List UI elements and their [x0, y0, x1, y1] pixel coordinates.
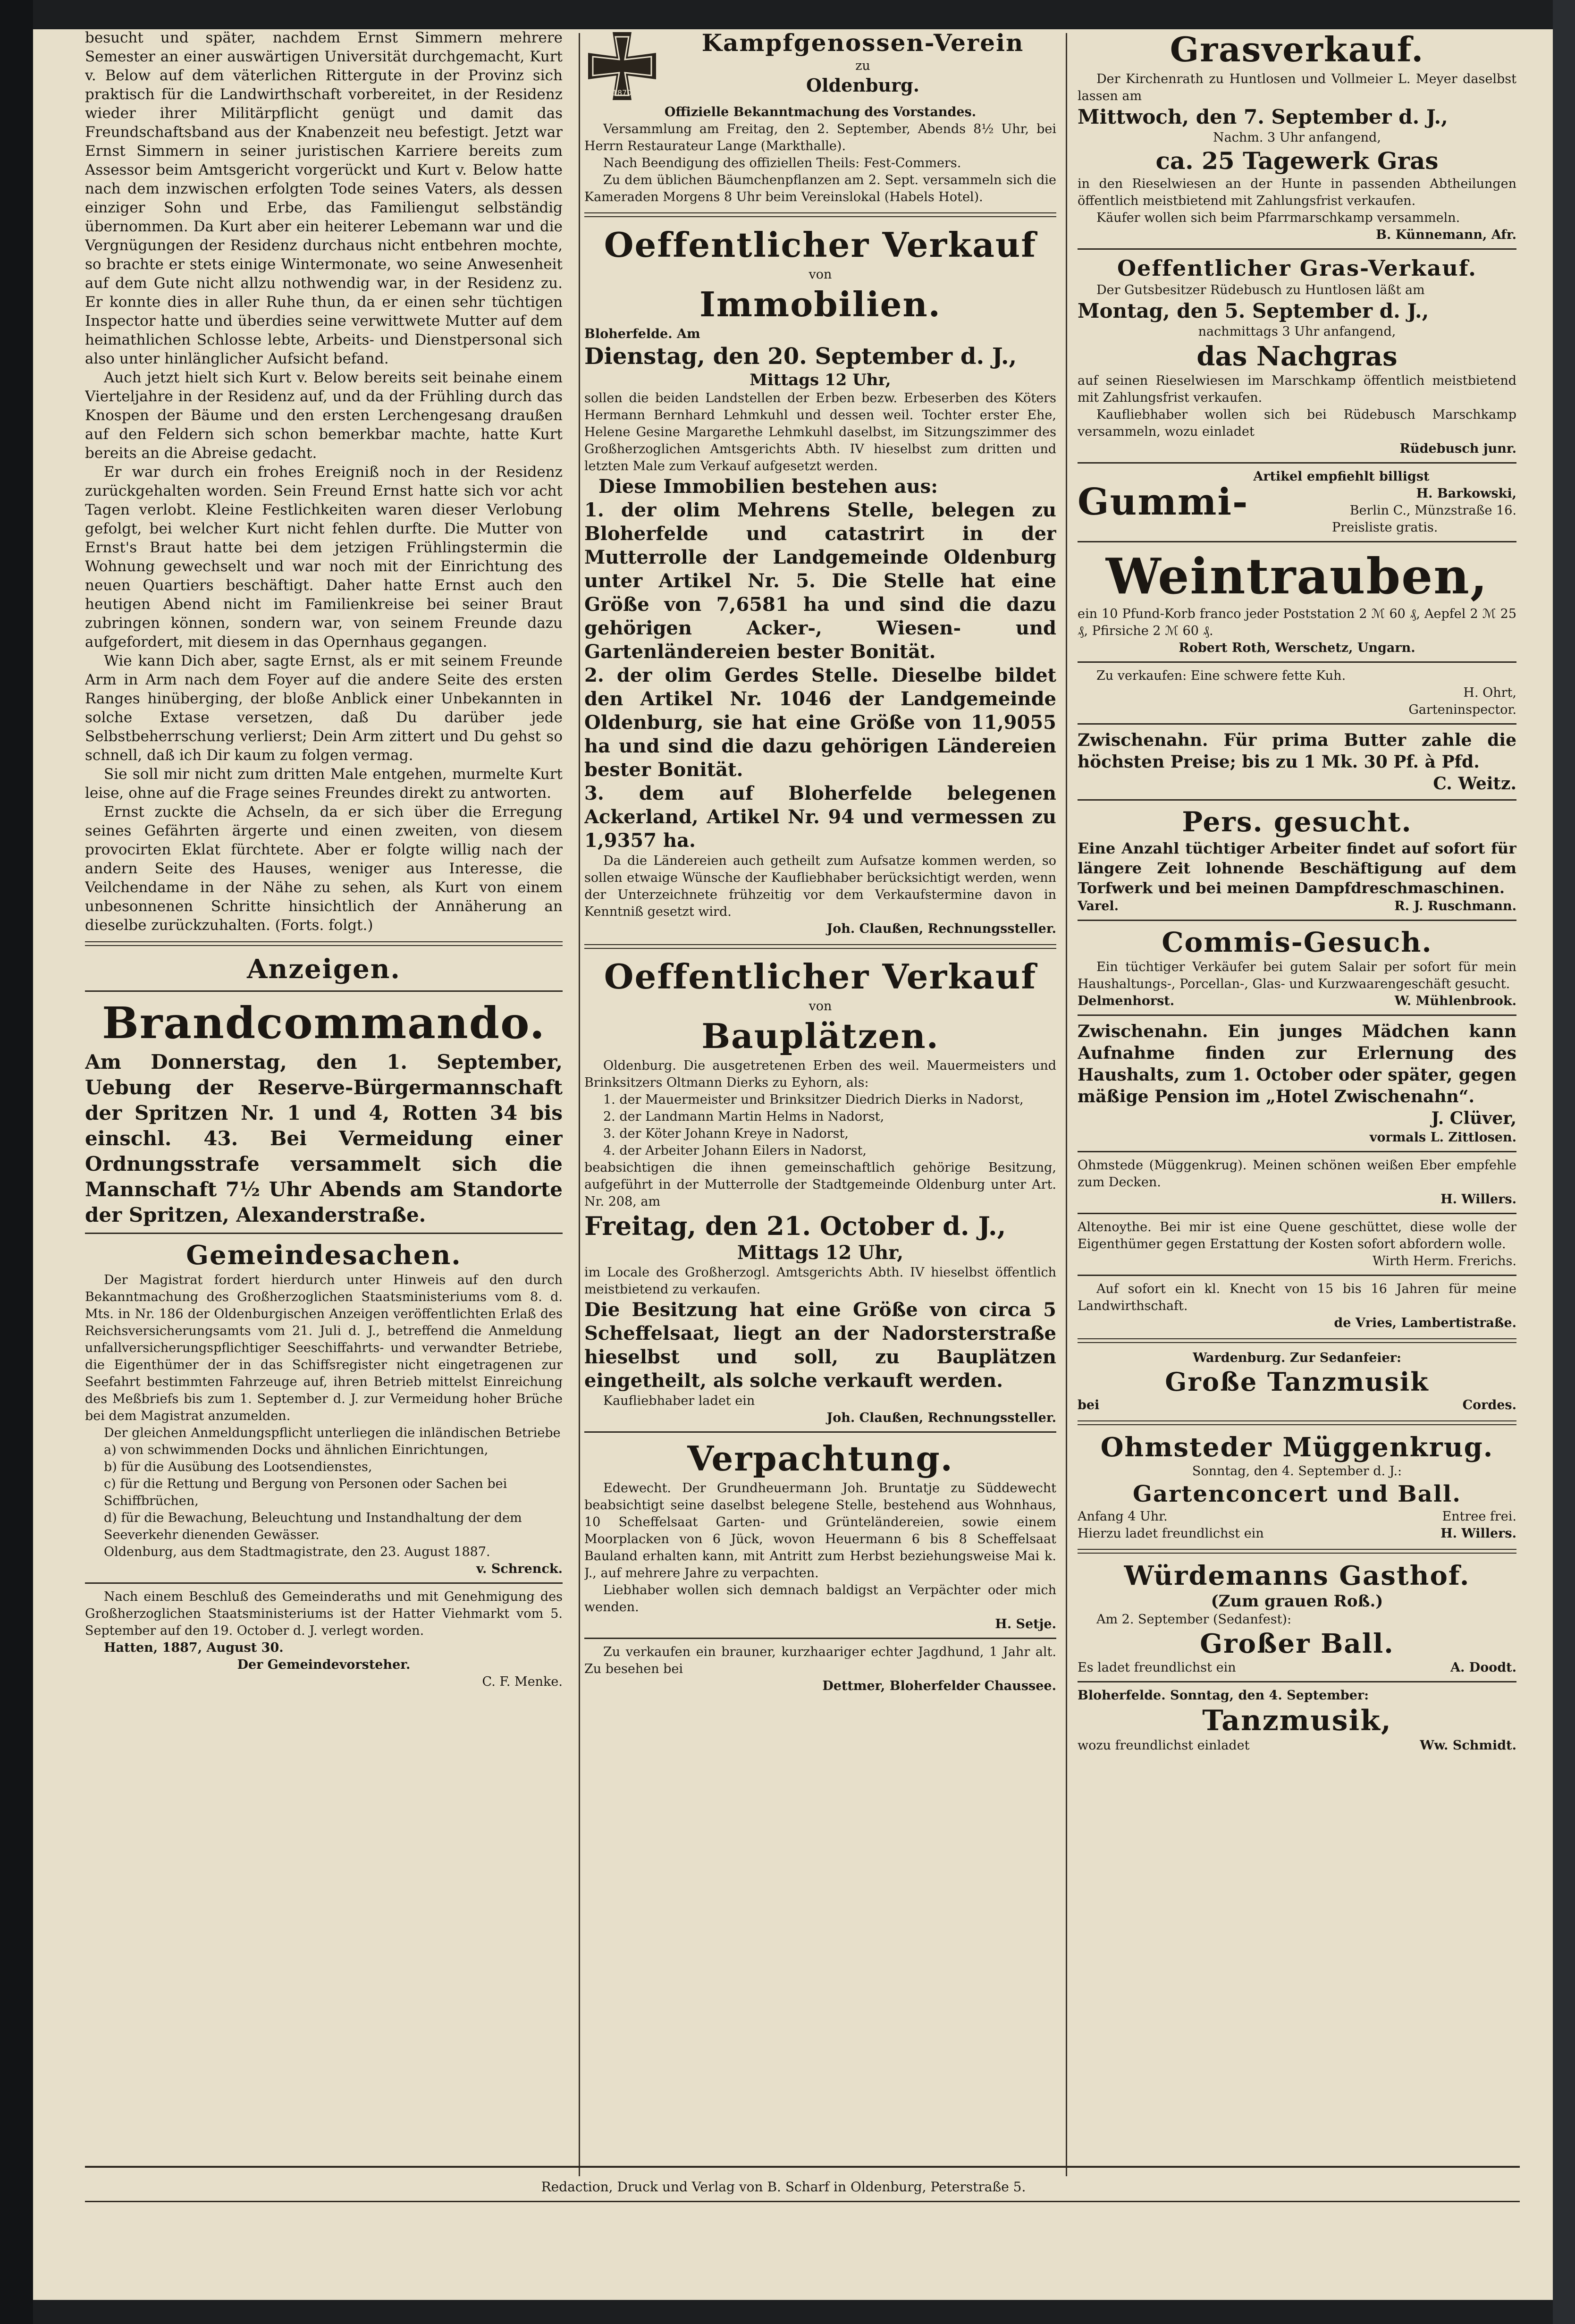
story-paragraph: Ernst zuckte die Achseln, da er sich über die Erregung seines Gefährten ärgerte und einen zweiten, von diesem provocirten Eklat fürchtete. Aber er folgte willig nach der andern Seite des Hauses, weniger aus Interesse, die Veilchendame in der Nähe zu sehen, als Kurt von einem unbesonnenen Schritte hinsichtlich der Annäherung an dieselbe zurückzuhalten. (Forts. folgt.) [85, 803, 563, 934]
ad-time: nachmittags 3 Uhr anfangend, [1198, 324, 1396, 339]
column-2 [584, 28, 1056, 2162]
ad-date: Freitag, den 21. October d. J., [584, 1211, 1006, 1241]
ad-title: Pers. gesucht. [1182, 806, 1412, 838]
ad-event: Gartenconcert und Ball. [1133, 1481, 1461, 1507]
ad-date: Montag, den 5. September d. J., [1078, 299, 1429, 322]
signature-name: Cordes. [1462, 1398, 1516, 1412]
signature-place: Hatten, 1887, August 30. [104, 1640, 284, 1655]
column-3 [1078, 28, 1516, 2162]
ad-subline: zu [855, 59, 870, 73]
ad-highlight: Die Besitzung hat eine Größe von circa 5 Scheffelsaat, liegt an der Nadorsterstraße hieselbst und soll, zu Bauplätzen eingetheilt, als solche verkauft werden. [584, 1299, 1056, 1392]
divider [1078, 661, 1516, 663]
ad-title: Oeffentlicher Gras-Verkauf. [1117, 255, 1477, 281]
ad-object: Immobilien. [699, 284, 941, 324]
signature-name: B. Künnemann, Afr. [1376, 228, 1516, 242]
divider [1078, 1275, 1516, 1276]
ad-text: Nach Beendigung des offiziellen Theils: Fest-Commers. [603, 156, 961, 170]
ad-text: wozu freundlichst einladet [1078, 1738, 1250, 1753]
column-1 [85, 28, 563, 2162]
ad-title: Brandcommando. [102, 997, 546, 1048]
ad-gemeindesachen [85, 1239, 563, 1578]
signature-name: Ww. Schmidt. [1420, 1738, 1516, 1753]
ad-signature-row [1078, 1737, 1516, 1754]
list-item: b) für die Ausübung des Lootsendienstes, [104, 1460, 372, 1474]
ad-text: Käufer wollen sich beim Pfarrmarschkamp versammeln. [1096, 211, 1460, 225]
signature-name: R. J. Ruschmann. [1394, 899, 1516, 913]
ad-wuerdemann [1078, 1560, 1516, 1676]
ad-text: in den Rieselwiesen an der Hunte in passenden Abtheilungen öffentlich meistbietend mit Zahlungsfrist verkaufen. [1078, 177, 1516, 208]
ad-address: Berlin C., Münzstraße 16. [1349, 503, 1516, 518]
story-paragraph: Er war durch ein frohes Ereigniß noch in der Residenz zurückgehalten worden. Sein Freund Ernst hatte sich vor acht Tagen verlobt. Kleine Festlichkeiten waren dieser Verlobung gefolgt, bei welcher Kurt nicht fehlen durfte. Die Mutter von Ernst's Braut hatte bei dem jetzigen Frühlingstermin die Wohnung gewechselt und war noch mit der Einrichtung des neuen Quartiers beschäftigt. Daher hatte Ernst auch den heutigen Abend nicht im Familienkreise bei seiner Braut zubringen können, sondern war, von seinem Freunde dazu aufgefordert, mit diesem in das Opernhaus gegangen. [85, 464, 563, 651]
ad-viehmarkt [85, 1589, 563, 1690]
list-item: 1. der olim Mehrens Stelle, belegen zu Bloherfelde und catastrirt in der Mutterrolle der Landgemeinde Oldenburg unter Artikel Nr. 5. Die Stelle hat eine Größe von 7,6581 ha und sind die dazu gehörigen Acker-, Wiesen- und Gartenländereien bester Bonität. [584, 499, 1056, 663]
ad-date: Dienstag, den 20. September d. J., [584, 343, 1017, 370]
ad-verkauf-immobilien [584, 224, 1056, 938]
ad-gummi [1078, 468, 1516, 536]
list-item: d) für die Bewachung, Beleuchtung und Instandhaltung der dem Seeverkehr dienenden Gewässer. [104, 1511, 522, 1542]
signature-name: H. Barkowski, [1416, 486, 1516, 501]
signature-name: H. Ohrt, [1463, 685, 1516, 700]
ad-heading: Wardenburg. Zur Sedanfeier: [1193, 1351, 1401, 1365]
ad-signature-row [1078, 898, 1516, 915]
ad-kampfgenossen [584, 28, 1056, 206]
signature-name: Rüdebusch junr. [1399, 441, 1516, 456]
list-item: 4. der Arbeiter Johann Eilers in Nadorst, [603, 1143, 867, 1158]
ad-text: im Locale des Großherzogl. Amtsgerichts Abth. IV hieselbst öffentlich meistbietend zu verkaufen. [584, 1265, 1056, 1297]
ad-text: Anfang 4 Uhr. [1078, 1509, 1168, 1524]
ad-date: Mittwoch, den 7. September d. J., [1078, 105, 1448, 128]
ad-title: Große Tanzmusik [1165, 1367, 1429, 1397]
divider [584, 1638, 1056, 1639]
list-item: c) für die Rettung und Bergung von Personen oder Sachen bei Schiffbrüchen, [104, 1477, 507, 1508]
signature-name: W. Mühlenbrook. [1394, 994, 1516, 1008]
ad-verpachtung [584, 1437, 1056, 1633]
ad-zwischenahn-maedchen [1078, 1021, 1516, 1146]
ad-altenoythe [1078, 1219, 1516, 1270]
ad-subline: von [809, 999, 832, 1014]
ad-text: Eine Anzahl tüchtiger Arbeiter findet auf sofort für längere Zeit lohnende Beschäftigung auf dem Torfwerk und bei meinen Dampfdreschmaschinen. [1078, 839, 1516, 897]
ad-text: Zu dem üblichen Bäumchenpflanzen am 2. Sept. versammeln sich die Kameraden Morgens 8 Uhr beim Vereinslokal (Habels Hotel). [584, 173, 1056, 204]
ad-title: Kampfgenossen-Verein [701, 29, 1024, 57]
ad-time: Nachm. 3 Uhr anfangend, [1213, 130, 1381, 145]
signature-name: Robert Roth, Werschetz, Ungarn. [1179, 641, 1415, 655]
ad-wardenburg [1078, 1350, 1516, 1414]
section-heading-anzeigen: Anzeigen. [247, 954, 401, 985]
ad-title: Gummi- [1078, 481, 1249, 524]
ad-grasverkauf [1078, 28, 1516, 244]
ad-signature-row [1078, 993, 1516, 1010]
signature-name: H. Willers. [1440, 1192, 1516, 1207]
ad-brandcommando [85, 997, 563, 1228]
page-edge [1553, 0, 1575, 2324]
ad-commis [1078, 926, 1516, 1010]
list [85, 1442, 563, 1544]
ad-event: Großer Ball. [1200, 1628, 1394, 1659]
ad-text: sollen die beiden Landstellen der Erben bezw. Erbeserben des Köters Hermann Bernhard Lehmkuhl und dessen weil. Tochter erster Ehe, Helene Gesine Margarethe Lehmkuhl daselbst, im Sitzungszimmer des Großherzoglichen Amtsgerichts Abth. IV hieselbst zum dritten und letzten Male zum Verkauf aufgesetzt werden. [584, 391, 1056, 473]
ad-butter [1078, 729, 1516, 794]
ad-signature-row [1078, 1525, 1516, 1542]
ad-text: Zu verkaufen ein brauner, kurzhaariger echter Jagdhund, 1 Jahr alt. Zu besehen bei [584, 1645, 1056, 1676]
ad-time: Mittags 12 Uhr, [737, 1242, 904, 1264]
ad-text: Artikel empfiehlt billigst [1253, 469, 1430, 484]
ad-text: Da die Ländereien auch getheilt zum Aufsatze kommen werden, so sollen etwaige Wünsche der Kaufliebhaber berücksichtigt werden, wenn der Unterzeichnete frühzeitig vor dem Verkaufstermine davon in Kenntniß gesetzt wird. [584, 854, 1056, 919]
signature-name: Joh. Claußen, Rechnungssteller. [826, 1411, 1056, 1425]
ad-details [1248, 468, 1516, 536]
footer-rule [85, 2166, 1520, 2168]
ad-text: beabsichtigen die ihnen gemeinschaftlich gehörige Besitzung, aufgeführt in der Mutterrolle der Stadtgemeinde Oldenburg unter Art. Nr. 208, am [584, 1160, 1056, 1209]
divider [584, 944, 1056, 949]
list-item: 2. der Landmann Martin Helms in Nadorst, [603, 1109, 884, 1124]
ad-title: Würdemanns Gasthof. [1124, 1560, 1470, 1591]
list [584, 499, 1056, 853]
divider [1078, 1420, 1516, 1425]
ad-title: Verpachtung. [687, 1438, 953, 1479]
ad-text: Edewecht. Der Grundheuermann Joh. Bruntatje zu Süddewecht beabsichtigt seine daselbst belegene Stelle, bestehend aus Wohnhaus, 10 Scheffelsaat Garten- und Grünteländereien, sowie einem Moorplacken von 6 Jück, wovon Heuermann 6 bis 8 Scheffelsaat Bauland erhalten kann, mit Antritt zum Herbst beziehungsweise Mai k. J., auf mehrere Jahre zu verpachten. [584, 1481, 1056, 1580]
divider [1078, 462, 1516, 464]
ad-text: Zwischenahn. Für prima Butter zahle die höchsten Preise; bis zu 1 Mk. 30 Pf. à Pfd. [1078, 730, 1516, 772]
signature-name: Wirth Herm. Frerichs. [1373, 1254, 1516, 1268]
signature-name: C. F. Menke. [482, 1674, 563, 1689]
ad-text: Altenoythe. Bei mir ist eine Quene geschüttet, diese wolle der Eigenthümer gegen Erstattung der Kosten sofort abfordern wolle. [1078, 1220, 1516, 1251]
signature-role: vormals L. Zittlosen. [1369, 1130, 1516, 1145]
divider [1078, 1151, 1516, 1152]
ad-subtitle: (Zum grauen Roß.) [1211, 1592, 1383, 1611]
ad-title: Oeffentlicher Verkauf [604, 956, 1037, 997]
signature-place: Varel. [1078, 899, 1119, 913]
ad-text: bei [1078, 1398, 1100, 1412]
ad-subline: von [809, 267, 832, 282]
ad-text: Hierzu ladet freundlichst ein [1078, 1526, 1264, 1541]
imprint-footer: Redaction, Druck und Verlag von B. Scharf in Oldenburg, Peterstraße 5. [541, 2179, 1026, 2195]
book-spine [0, 0, 33, 2324]
ad-text: Ohmstede (Müggenkrug). Meinen schönen weißen Eber empfehle zum Decken. [1078, 1158, 1516, 1190]
signature-name: A. Doodt. [1450, 1660, 1516, 1675]
story-paragraph: Auch jetzt hielt sich Kurt v. Below bereits seit beinahe einem Vierteljahre in der Residenz auf, und da der Frühling durch das Knospen der Bäume und den ersten Lerchengesang draußen auf den Feldern sich schon bemerkbar machte, hatte Kurt bereits an die Abreise gedacht. [85, 369, 563, 462]
signature-name: H. Willers. [1440, 1526, 1516, 1541]
ad-object: das Nachgras [1196, 341, 1398, 372]
divider [1078, 541, 1516, 542]
signature-name: Joh. Claußen, Rechnungssteller. [826, 921, 1056, 936]
ad-kuh [1078, 668, 1516, 718]
ad-date: Sonntag, den 4. September d. J.: [1192, 1464, 1402, 1479]
divider [1078, 1549, 1516, 1554]
divider [1078, 1338, 1516, 1343]
ad-text: Ein tüchtiger Verkäufer bei gutem Salair per sofort für mein Haushaltungs-, Porcellan-, Glas- und Kurzwaarengeschäft gesucht. [1078, 960, 1516, 991]
signature-role: Der Gemeindevorsteher. [237, 1657, 411, 1672]
serial-story [85, 28, 563, 935]
signature-name: v. Schrenck. [476, 1562, 563, 1576]
ad-text: Nach einem Beschluß des Gemeinderaths und mit Genehmigung des Großherzoglichen Staatsministeriums ist der Hatter Viehmarkt vom 5. September auf den 19. October d. J. verlegt worden. [85, 1589, 563, 1638]
divider [85, 1233, 563, 1234]
list [584, 1091, 1056, 1159]
ad-object: Bauplätzen. [701, 1016, 939, 1056]
list-item: a) von schwimmenden Docks und ähnlichen Einrichtungen, [104, 1443, 489, 1457]
signature-name: Dettmer, Bloherfelder Chaussee. [822, 1679, 1056, 1693]
iron-cross-icon [584, 28, 660, 104]
ad-text: Zu verkaufen: Eine schwere fette Kuh. [1096, 668, 1346, 683]
ad-text: Es ladet freundlichst ein [1078, 1660, 1236, 1675]
ad-text: Der gleichen Anmeldungspflicht unterliegen die inländischen Betriebe [104, 1426, 561, 1440]
ad-title: Grasverkauf. [1170, 29, 1424, 69]
ad-text: Zwischenahn. Ein junges Mädchen kann Aufnahme finden zur Erlernung des Haushalts, zum 1. October oder später, gegen mäßige Pension im „Hotel Zwischenahn“. [1078, 1022, 1516, 1107]
divider [584, 1431, 1056, 1433]
list-item: 3. der Köter Johann Kreye in Nadorst, [603, 1126, 849, 1141]
divider [85, 1582, 563, 1584]
divider [1078, 248, 1516, 250]
divider [1078, 1213, 1516, 1214]
signature-name: de Vries, Lambertistraße. [1334, 1316, 1516, 1330]
ad-heading: Bloherfelde. Sonntag, den 4. September: [1078, 1688, 1369, 1703]
divider [85, 941, 563, 946]
divider [584, 212, 1056, 217]
list-item: 1. der Mauermeister und Brinksitzer Diedrich Dierks in Nadorst, [603, 1092, 1024, 1107]
divider [1078, 799, 1516, 801]
list-item: 3. dem auf Bloherfelde belegenen Ackerland, Artikel Nr. 94 und vermessen zu 1,9357 ha. [584, 782, 1056, 852]
divider [1078, 1014, 1516, 1016]
ad-eber [1078, 1157, 1516, 1208]
list-item: 2. der olim Gerdes Stelle. Dieselbe bildet den Artikel Nr. 1046 der Landgemeinde Oldenburg, sie hat eine Größe von 11,9055 ha und sind die dazu gehörigen Ländereien bester Bonität. [584, 664, 1056, 781]
story-paragraph: besucht und später, nachdem Ernst Simmern mehrere Semester an einer auswärtigen Universität durchgemacht, Kurt v. Below auf dem väterlichen Rittergute in der Provinz sich praktisch für die Landwirthschaft vorbereitet, in der Residenz wieder ihrer Militärpflicht genügt und damit das Freundschaftsband aus der Knabenzeit neu befestigt. Jetzt war Ernst Simmern in seiner juristischen Karriere bereits zum Assessor beim Amtsgericht vorgerückt und Kurt v. Below hatte nach dem inzwischen erfolgten Tode seines Vaters, als dessen einziger Sohn und Erbe, das Familiengut selbständig übernommen. Da Kurt aber ein heiterer Lebemann war und die Vergnügungen der Residenz durchaus nicht entbehren mochte, so brachte er stets einige Wintermonate, wo seine Anwesenheit auf dem Gute nicht allzu nothwendig war, in der Residenz zu. Er konnte dies in aller Ruhe thun, da er einen sehr tüchtigen Inspector hatte und überdies seine verwittwete Mutter auf dem heimathlichen Schlosse lebte, Arbeits- und Dienstpersonal sich also unter hinlänglicher Aufsicht befand. [85, 29, 563, 367]
ad-title: Ohmsteder Müggenkrug. [1100, 1432, 1494, 1463]
ad-text: Versammlung am Freitag, den 2. September, Abends 8½ Uhr, bei Herrn Restaurateur Lange (Markthalle). [584, 122, 1056, 153]
divider [1078, 723, 1516, 725]
ad-text: Der Gutsbesitzer Rüdebusch zu Huntlosen läßt am [1096, 283, 1425, 297]
ad-object: ca. 25 Tagewerk Gras [1155, 147, 1439, 175]
ad-personal [1078, 805, 1516, 915]
column-rule [579, 33, 580, 2176]
ad-title: Commis-Gesuch. [1162, 926, 1432, 958]
ad-text: Am Donnerstag, den 1. September, Uebung der Reserve-Bürgermannschaft der Spritzen Nr. 1 und 4, Rotten 34 bis einschl. 43. Bei Vermeidung einer Ordnungsstrafe versammelt sich die Mannschaft 7½ Uhr Abends am Standorte der Spritzen, Alexanderstraße. [85, 1050, 563, 1226]
ad-title: Oeffentlicher Verkauf [604, 225, 1037, 265]
ad-date: Am 2. September (Sedanfest): [1096, 1612, 1292, 1627]
ad-info-row [1078, 1508, 1516, 1525]
story-paragraph: Sie soll mir nicht zum dritten Male entgehen, murmelte Kurt leise, ohne auf die Frage seines Freundes direkt zu antworten. [85, 766, 563, 802]
ad-text: Entree frei. [1442, 1509, 1516, 1524]
signature-name: C. Weitz. [1433, 774, 1516, 794]
cross-year: 1870 [612, 88, 632, 97]
ad-text: Der Kirchenrath zu Huntlosen und Vollmeier L. Meyer daselbst lassen am [1078, 72, 1516, 103]
ad-knecht [1078, 1281, 1516, 1332]
ad-text: ein 10 Pfund-Korb franco jeder Poststation 2 ℳ 60 ₰, Aepfel 2 ℳ 25 ₰, Pfirsiche 2 ℳ 60 ₰. [1078, 607, 1516, 638]
signature-name: J. Clüver, [1431, 1108, 1516, 1128]
ad-bloherfelde-tanz [1078, 1687, 1516, 1754]
ad-weintrauben [1078, 547, 1516, 657]
signature-name: H. Setje. [995, 1617, 1056, 1631]
ad-title: Tanzmusik, [1202, 1704, 1392, 1737]
column-rule [1066, 33, 1067, 2176]
ad-jagdhund [584, 1644, 1056, 1695]
ad-verkauf-bauplaetze [584, 955, 1056, 1427]
story-paragraph: Wie kann Dich aber, sagte Ernst, als er mit seinem Freunde Arm in Arm nach dem Foyer auf die andere Seite des ersten Ranges hinüberging, der bloße Anblick einer Unbekannten in solche Extase versetzen, daß Du darüber jede Selbstbeherrschung verlierst; Dein Arm zittert und Du gehst so schnell, daß ich Dir kaum zu folgen vermag. [85, 652, 563, 764]
ad-place: Bloherfelde. Am [584, 327, 700, 341]
ad-mueggenkrug [1078, 1432, 1516, 1542]
ad-text: Kaufliebhaber wollen sich bei Rüdebusch Marschkamp versammeln, wozu einladet [1078, 407, 1516, 439]
footer-rule [85, 2201, 1520, 2202]
ad-text: Der Magistrat fordert hierdurch unter Hinweis auf den durch Bekanntmachung des Großherzoglichen Staatsministeriums vom 8. d. Mts. in Nr. 186 der Oldenburgischen Anzeigen veröffentlichten Erlaß des Reichsversicherungsamts vom 21. Juli d. J., betreffend die Anmeldung unfallversicherungspflichtiger Seeschiffahrts- und verwandter Betriebe, die Eigenthümer der in das Schiffsregister nicht eingetragenen zur Seefahrt bestimmten Fahrzeuge auf, ihren Betrieb mittelst Einreichung des Meßbriefs bis zum 1. September d. J. zur Vermeidung hoher Brüche bei dem Magistrat anzumelden. [85, 1273, 563, 1423]
ad-text: Liebhaber wollen sich demnach baldigst an Verpächter oder mich wenden. [584, 1583, 1056, 1614]
signature-place: Oldenburg, aus dem Stadtmagistrate, den 23. August 1887. [104, 1545, 490, 1559]
signature-role: Garteninspector. [1408, 702, 1516, 717]
ad-list-head: Diese Immobilien bestehen aus: [598, 475, 938, 498]
divider [1078, 1681, 1516, 1682]
ad-title: Weintrauben, [1105, 547, 1489, 605]
signature-place: Delmenhorst. [1078, 994, 1175, 1008]
ad-time: Mittags 12 Uhr, [750, 371, 891, 389]
divider [1078, 920, 1516, 921]
ad-signature-row [1078, 1397, 1516, 1414]
ad-text: auf seinen Rieselwiesen im Marschkamp öffentlich meistbietend mit Zahlungsfrist verkaufen. [1078, 373, 1516, 405]
ad-text: Auf sofort ein kl. Knecht von 15 bis 16 Jahren für meine Landwirthschaft. [1078, 1282, 1516, 1313]
divider [85, 990, 563, 992]
ad-grasverkauf-2 [1078, 254, 1516, 457]
ad-city: Oldenburg. [806, 75, 919, 96]
ad-text: Kaufliebhaber ladet ein [603, 1394, 755, 1408]
ad-title: Gemeindesachen. [186, 1240, 462, 1271]
ad-signature-row [1078, 1659, 1516, 1676]
ad-text: Oldenburg. Die ausgetretenen Erben des weil. Mauermeisters und Brinksitzers Oltmann Dierks zu Eyhorn, als: [584, 1058, 1056, 1090]
ad-subtitle: Offizielle Bekanntmachung des Vorstandes. [664, 105, 977, 119]
ad-note: Preisliste gratis. [1332, 520, 1438, 535]
